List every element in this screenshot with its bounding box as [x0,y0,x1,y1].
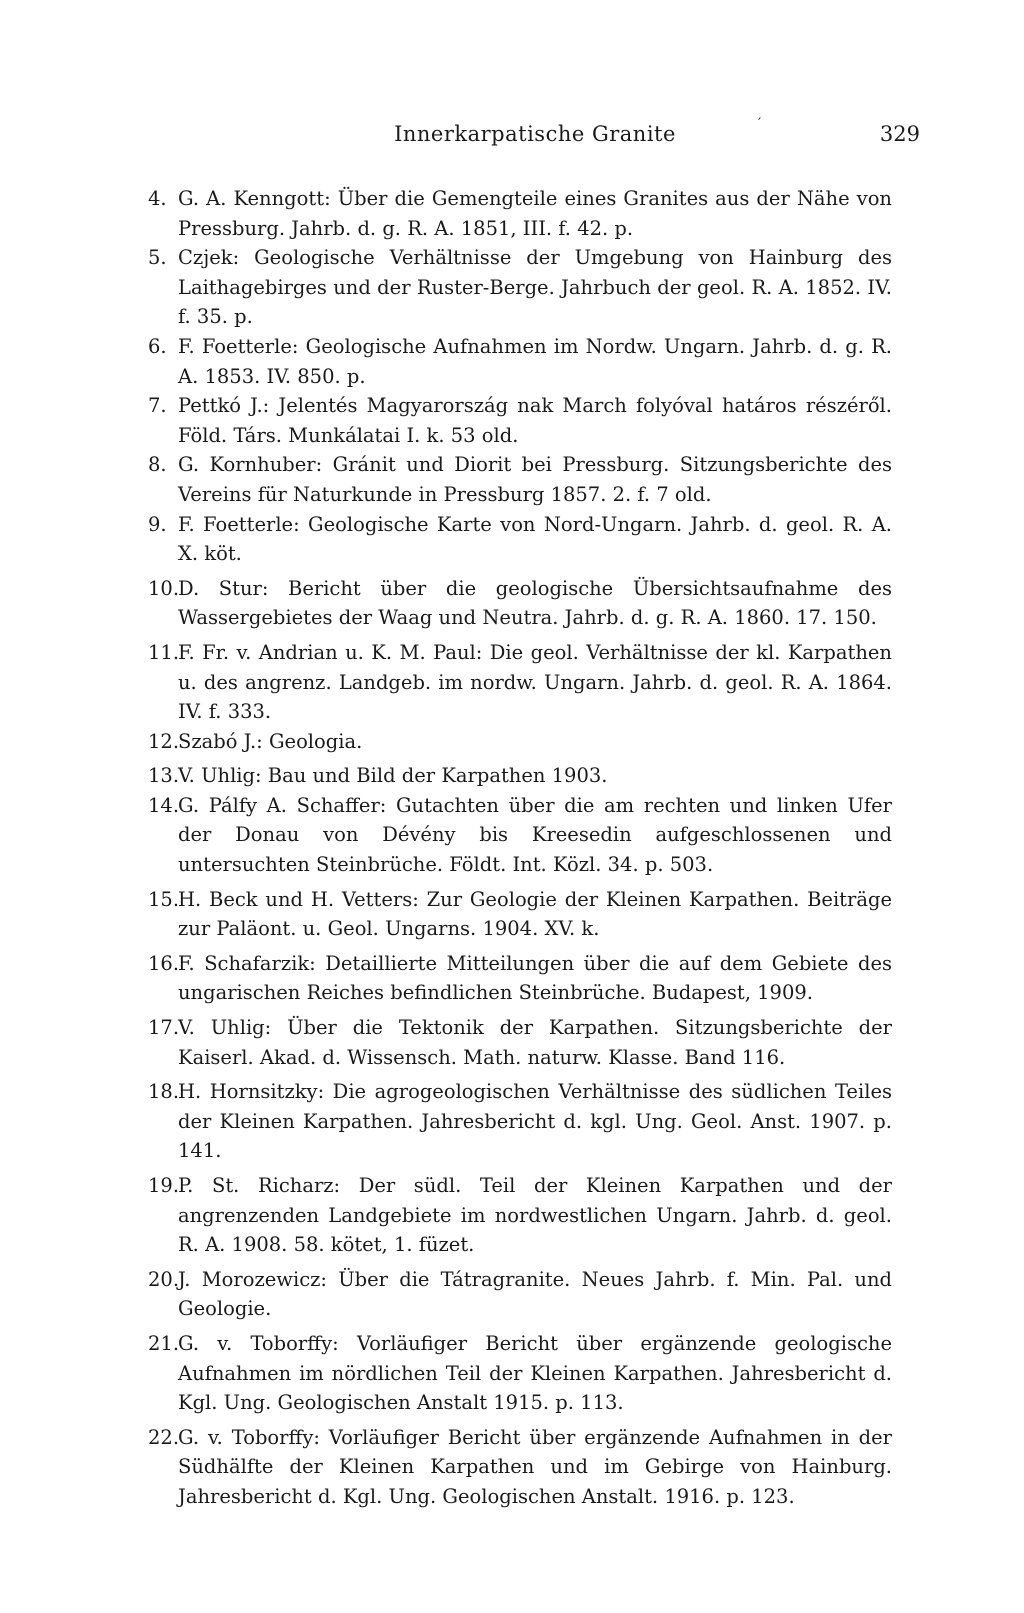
reference-text: G. v. Toborffy: Vorläufiger Bericht über ergänzende geologische Aufnahmen im nördlichen Teil der Kleinen Karpathen. Jahresbericht d. Kgl. Ung. Geologischen Anstalt 1915. p. 113. [178,1331,892,1415]
reference-item [148,184,892,243]
reference-number: 4. [148,187,167,210]
reference-text: G. Kornhuber: Gránit und Diorit bei Pressburg. Sitzungsberichte des Vereins für Naturkunde in Pressburg 1857. 2. f. 7 old. [178,453,892,506]
reference-number: 12. [148,729,180,753]
reference-text: J. Morozewicz: Über die Tátragranite. Neues Jahrb. f. Min. Pal. und Geologie. [178,1267,892,1321]
reference-number: 9. [148,512,167,536]
reference-item [148,1265,892,1324]
reference-number: 13. [148,764,180,788]
reference-text: F. Schafarzik: Detaillierte Mitteilungen über die auf dem Gebiete des ungarischen Reiches befindlichen Steinbrüche. Budapest, 1909. [178,951,892,1005]
page-number: 329 [879,122,920,146]
reference-text: F. Foetterle: Geologische Aufnahmen im Nordw. Ungarn. Jahrb. d. g. R. A. 1853. IV. 850. p. [178,334,892,388]
reference-item [148,1423,892,1512]
reference-item [148,1329,892,1418]
reference-text: P. St. Richarz: Der südl. Teil der Kleinen Karpathen und der angrenzenden Landgebiete im nordwestlichen Ungarn. Jahrb. d. geol. R. A. 1908. 58. kötet, 1. füzet. [178,1174,892,1257]
reference-number: 17. [148,1016,180,1040]
reference-text: H. Hornsitzky: Die agrogeologischen Verhältnisse des südlichen Teiles der Kleinen Karpathen. Jahresbericht d. kgl. Ung. Geol. Anst. 1907. p. 141. [178,1080,892,1163]
reference-number: 20. [148,1267,180,1291]
reference-text: F. Fr. v. Andrian u. K. M. Paul: Die geol. Verhältnisse der kl. Karpathen u. des angrenz. Landgeb. im nordw. Ungarn. Jahrb. d. geol. R. A. 1864. IV. f. 333. [178,640,892,724]
reference-item [148,391,892,450]
reference-item [148,638,892,727]
reference-number: 16. [148,951,180,975]
reference-number: 11. [148,640,180,664]
reference-item [148,1077,892,1166]
running-title: Innerkarpatische Granite [394,122,676,146]
reference-text: H. Beck und H. Vetters: Zur Geologie der Kleinen Karpathen. Beiträge zur Paläont. u. Geol. Ungarns. 1904. XV. k. [178,887,892,941]
reference-text: V. Uhlig: Über die Tektonik der Karpathen. Sitzungsberichte der Kaiserl. Akad. d. Wissensch. Math. naturw. Klasse. Band 116. [178,1016,892,1069]
reference-number: 5. [148,246,167,270]
reference-item [148,1171,892,1260]
reference-number: 22. [148,1425,180,1449]
reference-text: Czjek: Geologische Verhältnisse der Umgebung von Hainburg des Laithagebirges und der Ruster-Berge. Jahrbuch der geol. R. A. 1852. IV. f. 35. p. [178,246,892,329]
reference-number: 15. [148,887,180,911]
reference-number: 19. [148,1174,180,1197]
reference-item [148,510,892,569]
reference-number: 18. [148,1080,180,1104]
reference-text: G. v. Toborffy: Vorläufiger Bericht über ergänzende Aufnahmen in der Südhälfte der Kleinen Karpathen und im Gebirge von Hainburg. Jahresbericht d. Kgl. Ung. Geologischen Anstalt. 1916. p. 123. [178,1425,892,1508]
running-head [150,116,920,158]
reference-number: 14. [148,793,180,817]
reference-item [148,332,892,391]
reference-item [148,761,892,791]
reference-number: 6. [148,334,167,358]
reference-item [148,885,892,944]
reference-text: D. Stur: Bericht über die geologische Übersichtsaufnahme des Wassergebietes der Waag und Neutra. Jahrb. d. g. R. A. 1860. 17. 150. [178,576,892,630]
reference-item [148,727,892,757]
reference-text: F. Foetterle: Geologische Karte von Nord-Ungarn. Jahrb. d. geol. R. A. X. köt. [178,512,892,566]
reference-item [148,949,892,1008]
print-mark: ′ [758,116,762,132]
reference-item [148,450,892,509]
reference-item [148,574,892,633]
reference-number: 21. [148,1331,180,1355]
reference-item [148,1013,892,1072]
reference-text: V. Uhlig: Bau und Bild der Karpathen 1903. [178,764,608,788]
reference-text: Pettkó J.: Jelentés Magyarország nak March folyóval határos részéről. Föld. Társ. Munkálatai I. k. 53 old. [178,394,892,447]
reference-item [148,791,892,880]
reference-item [148,243,892,332]
reference-text: Szabó J.: Geologia. [178,729,363,753]
reference-list [148,184,892,1512]
reference-text: G. A. Kenngott: Über die Gemengteile eines Granites aus der Nähe von Pressburg. Jahrb. d. g. R. A. 1851, III. f. 42. p. [178,187,892,240]
reference-text: G. Pálfy A. Schaffer: Gutachten über die am rechten und linken Ufer der Donau von Dévény bis Kreesedin aufgeschlossenen und untersuchten Steinbrüche. Földt. Int. Közl. 34. p. 503. [178,793,892,877]
reference-number: 7. [148,394,167,418]
reference-number: 8. [148,453,167,477]
reference-number: 10. [148,576,180,600]
